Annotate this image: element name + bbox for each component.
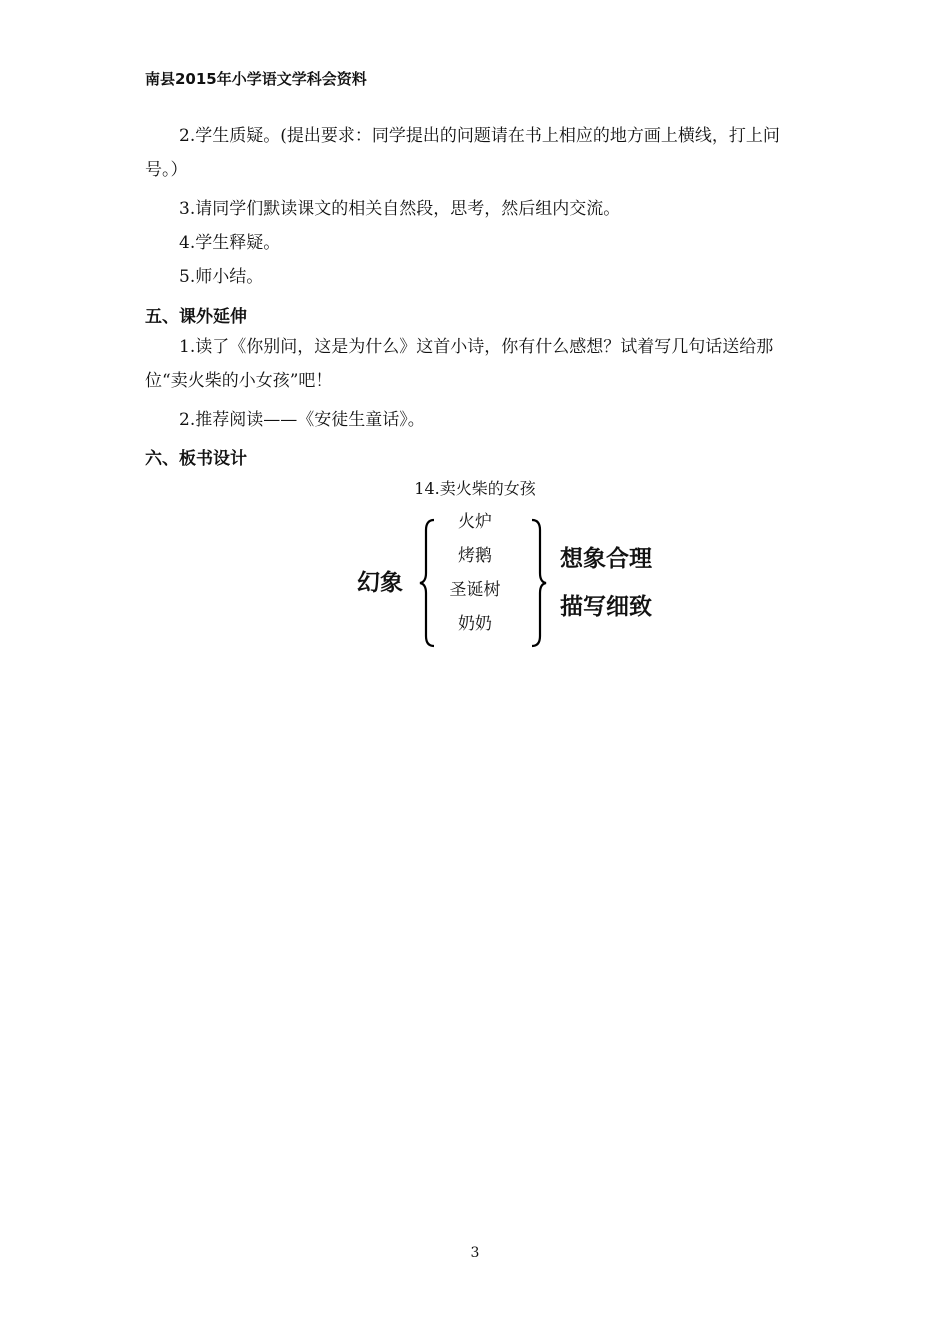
board-right-label: 描写细致	[560, 594, 652, 620]
paragraph-reflection: 1.读了《你别问，这是为什么》这首小诗，你有什么感想？试着写几句话送给那位“卖火柴的小女孩”吧！	[145, 337, 774, 391]
board-item: 烤鹅	[458, 546, 492, 566]
section-heading-extension: 五、课外延伸	[145, 307, 247, 327]
paragraph-question: 2.学生质疑。(提出要求：同学提出的问题请在书上相应的地方画上横线，打上问号。）	[145, 126, 780, 180]
board-title: 14.卖火柴的女孩	[414, 479, 536, 498]
left-brace-icon	[418, 518, 438, 648]
board-right-label: 想象合理	[560, 546, 652, 572]
right-brace-icon	[528, 518, 548, 648]
document-header: 南县2015年小学语文学科会资料	[145, 70, 367, 88]
board-items	[440, 505, 510, 641]
page-number: 3	[470, 1245, 480, 1261]
board-item: 火炉	[458, 512, 492, 532]
board-item: 圣诞树	[449, 580, 501, 600]
board-left-label: 幻象	[357, 570, 403, 596]
section-heading-board-design: 六、板书设计	[145, 449, 247, 469]
paragraph-answer: 4.学生释疑。	[179, 233, 281, 253]
paragraph-read-discuss: 3.请同学们默读课文的相关自然段，思考，然后组内交流。	[179, 199, 621, 219]
board-item: 奶奶	[458, 614, 492, 634]
paragraph-summary: 5.师小结。	[179, 267, 264, 287]
paragraph-recommended-reading: 2.推荐阅读——《安徒生童话》。	[179, 410, 425, 430]
